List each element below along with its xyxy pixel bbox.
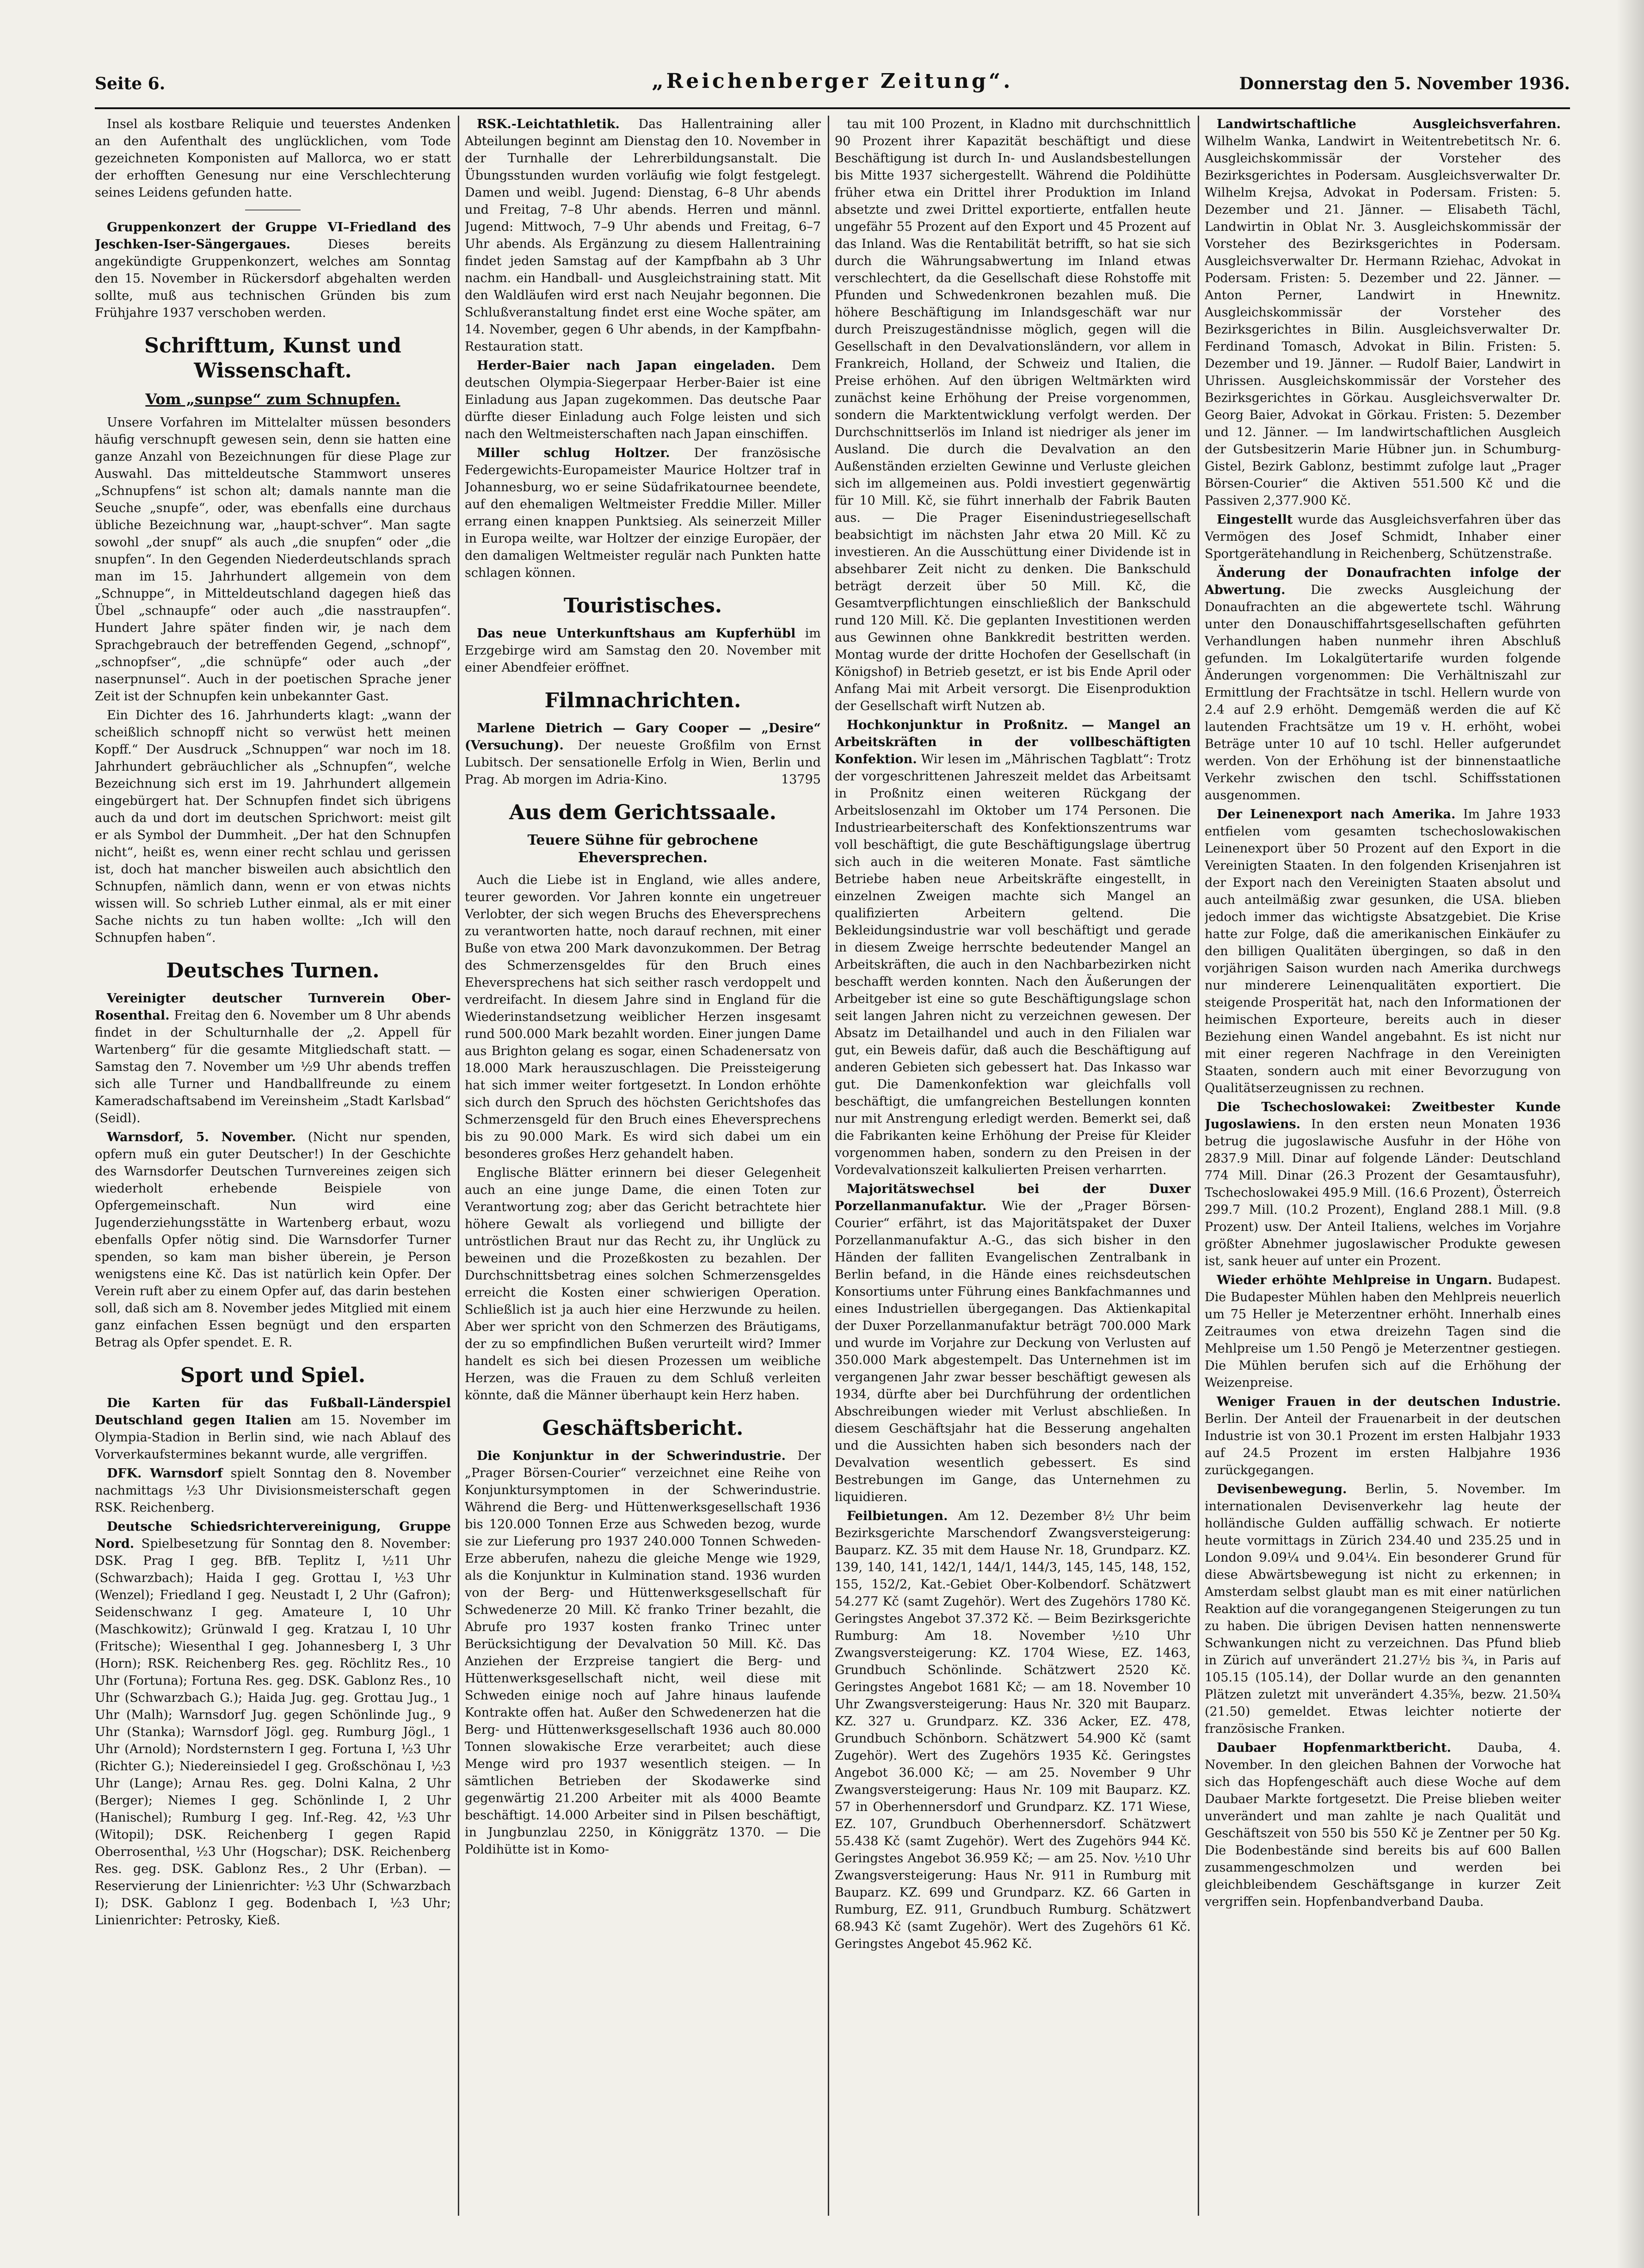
item-lead: Landwirtschaftliche Ausgleichsverfahren. [1217, 117, 1561, 131]
schedule-item [95, 1518, 451, 1929]
header-rule [95, 107, 1570, 109]
issue-date: Donnerstag den 5. November 1936. [1239, 74, 1570, 93]
turnverein-item [95, 990, 451, 1127]
item-lead: Hochkonjunktur in Proßnitz. — Mangel an Arbeitskräften in der vollbeschäftigten Konfektion. [835, 718, 1191, 766]
section-heading-sport: Sport und Spiel. [180, 1364, 366, 1387]
item-lead: DFK. Warnsdorf [107, 1466, 223, 1481]
item-lead: Die Konjunktur in der Schwerindustrie. [477, 1449, 786, 1463]
item-text: Budapest. Die Budapester Mühlen haben den Mehlpreis neuerlich um 75 Heller je Meterzentner erhöht. Innerhalb eines Zeitraumes von etwa dreizehn Tagen sind die Mehlpreise um 1.50 Pengö je Meterzentner gestiegen. Die Mühlen berufen sich auf die Erhöhung der Weizenpreise. [1205, 1273, 1561, 1390]
item-text: Berlin. Der Anteil der Frauenarbeit in der deutschen Industrie ist von 30.1 Prozent im ersten Halbjahr 1933 auf 24.5 Prozent im ersten Halbjahre 1936 zurückgegangen. [1205, 1412, 1561, 1477]
page-header [95, 69, 1570, 106]
item-text: Berlin, 5. November. Im internationalen Devisenverkehr lag heute der holländische Gulden auffällig schwach. Er notierte heute vormittags in Zürich 234.40 und 235.25 und in London 9.09¼ und 9.04¼. Ein besonderer Grund für diese Abwärtsbewegung ist nicht zu erkennen; in Amsterdam selbst glaubt man es mit einer natürlichen Reaktion auf die vorangegangenen Steigerungen zu tun zu haben. Die übrigen Devisen hatten nennenswerte Schwankungen nicht zu verzeichnen. Das Pfund blieb in Zürich auf unverändert 21.27½ bis ¾, in Paris auf 105.15 (105.14), der Dollar wurde an den genannten Plätzen zuletzt mit unverändert 4.35⁵⁄₈, bezw. 21.50¾ (21.50) gemeldet. Etwas leichter notierte der französische Franken. [1205, 1482, 1561, 1736]
item-lead: Devisenbewegung. [1217, 1482, 1347, 1496]
item-lead: Weniger Frauen in der deutschen Industrie. [1217, 1395, 1561, 1409]
warnsdorf-item [95, 1129, 451, 1351]
article-title-schnupfen: Vom „sunpse“ zum Schnupfen. [145, 390, 400, 408]
ad-code: 13795 [781, 772, 821, 787]
intro-text: Insel als kostbare Reliquie und teuerstes Andenken an den Aufenthalt des unglücklichen, vom Tode gezeichneten Komponisten auf Mallorca, wo er statt der erhofften Genesung nur eine Verschlechterung seines Leidens gefunden hatte. [95, 117, 451, 200]
article-paragraph: Unsere Vorfahren im Mittelalter müssen besonders häufig verschnupft gewesen sein, denn sie hatten eine ganze Anzahl von Bezeichnungen für diese Plage zur Auswahl. Das mitteldeutsche Stammwort unseres „Schnupfens“ ist schon alt; damals nannte man die Seuche „snupfe“, oder, was ebenfalls eine durchaus übliche Bezeichnung war, „haupt-schver“. Man sagte sowohl „der snupf“ als auch „die snupfen“ oder „die snupfen“. In den Gegenden Niederdeutschlands sprach man im 15. Jahrhundert allgemein von dem „Schnuppe“, in Mitteldeutschland dagegen hieß das Übel „schnaupfe“ oder auch „die nasstraupfen“. Hundert Jahre später finden wir, je nach dem Sprachgebrauch der betreffenden Gegend, „schnopf“, „schnopfser“, „die schnüpfe“ oder auch „der naserpnunsel“. Auch in der poetischen Sprache jener Zeit ist der Schnupfen kein unbekannter Gast. [95, 415, 451, 704]
leinen-item [1205, 806, 1561, 1097]
item-lead: Vereinigter deutscher Turnverein Ober-Rosenthal. [95, 991, 451, 1023]
section-heading-touristisches: Touristisches. [563, 594, 722, 618]
item-text: Wilhelm Wanka, Landwirt in Weitentrebetitsch Nr. 6. Ausgleichskommissär der Vorsteher des Bezirksgerichtes in Podersam. Ausgleichsverwalter Dr. Wilhelm Krejsa, Advokat in Podersam. Fristen: 5. Dezember und 21. Jänner. — Elisabeth Tächl, Landwirtin in Oblat Nr. 3. Ausgleichskommissär der Vorsteher des Bezirksgerichtes in Podersam. Ausgleichsverwalter Dr. Hermann Rziehac, Advokat in Podersam. Fristen: 5. Dezember und 22. Jänner. — Anton Perner, Landwirt in Hnewnitz. Ausgleichskommissär der Vorsteher des Bezirksgerichtes in Bilin. Ausgleichsverwalter Dr. Ferdinand Tomasch, Advokat in Bilin. Fristen: 5. Dezember und 19. Jänner. — Rudolf Baier, Landwirt in Uhrissen. Ausgleichskommissär der Vorsteher des Bezirksgerichtes in Görkau. Ausgleichsverwalter Dr. Georg Baier, Advokat in Görkau. Fristen: 5. Dezember und 12. Jänner. — Im landwirtschaftlichen Ausgleich der Gutsbesitzerin Marie Hübner jun. in Schumburg-Gistel, Bezirk Gablonz, bestimmt zufolge laut „Prager Börsen-Courier“ die Aktiven 551.500 Kč und die Passiven 2,377.900 Kč. [1205, 134, 1561, 508]
item-lead: Miller schlug Holtzer. [477, 446, 670, 460]
mehlpreise-item [1205, 1272, 1561, 1391]
rsk-item [465, 116, 821, 355]
newspaper-title: „Reichenberger Zeitung“. [652, 69, 1013, 93]
item-text: Der „Prager Börsen-Courier“ verzeichnet eine Reihe von Konjunktursymptomen in der Schwerindustrie. Während die Berg- und Hüttenwerksgesellschaft 1936 bis 120.000 Tonnen Erze aus Schweden bezog, wurde sie zur Lieferung pro 1937 240.000 Tonnen Schweden-Erze abberufen, nahezu die gleiche Menge wie 1929, als die Konjunktur in Kulmination stand. 1936 wurden von der Berg- und Hüttenwerksgesellschaft für Schwedenerze 20 Mill. Kč franko Triner bezahlt, die Abrufe pro 1937 kosten franko Trinec unter Berücksichtigung der Devalvation 50 Mill. Kč. Das Anziehen der Erzpreise tangiert die Berg- und Hüttenwerksgesellschaft nicht, weil diese mit Schweden einige noch auf Jahre hinaus laufende Kontrakte offen hat. Außer den Schwedenerzen hat die Berg- und Hüttenwerksgesellschaft 1936 auch 80.000 Tonnen slowakische Erze verarbeitet; auch diese Menge wird pro 1937 wesentlich steigen. — In sämtlichen Betrieben der Skodawerke sind gegenwärtig 21.200 Arbeiter mit als 4000 Beamte beschäftigt. 14.000 Arbeiter sind in Pilsen beschäftigt, in Jungbunzlau 2250, in Königgrätz 1370. — Die Poldihütte ist in Komo- [465, 1449, 821, 1857]
item-text: Der französische Federgewichts-Europameister Maurice Holtzer traf in Johannesburg, wo er seine Südafrikatournee beendete, auf den ehemaligen Weltmeister Freddie Miller. Miller errang einen knappen Punktsieg. Als seinerzeit Miller in Europa weilte, war Holtzer der einzige Europäer, der den damaligen Weltmeister regulär nach Punkten hatte schlagen können. [465, 446, 821, 580]
devisen-item [1205, 1481, 1561, 1737]
page-number: Seite 6. [95, 74, 166, 93]
item-lead: Daubaer Hopfenmarktbericht. [1217, 1741, 1451, 1755]
tour-item [465, 625, 821, 676]
prossnitz-item [835, 717, 1191, 1179]
section-heading-gericht: Aus dem Gerichtssaale. [509, 801, 776, 824]
item-lead: Wieder erhöhte Mehlpreise in Ungarn. [1217, 1273, 1492, 1287]
eingestellt-item [1205, 511, 1561, 562]
item-text: Wie der „Prager Börsen-Courier“ erfährt, ist das Majoritätspaket der Duxer Porzellanmanufaktur A.-G., das sich bisher in den Händen der falliten Evangelischen Zentralbank in Berlin befand, in die Hände eines reichsdeutschen Konsortiums unter Führung eines Bankfachmannes und eines Industriellen übergegangen. Das Aktienkapital der Duxer Porzellanmanufaktur beträgt 700.000 Mark und wurde im Vorjahre zur Deckung von Verlusten auf 350.000 Mark abgestempelt. Das Unternehmen ist im vergangenen Jahr zwar besser beschäftigt gewesen als 1934, dürfte aber bei Durchführung der ordentlichen Abschreibungen wieder mit Verlust abschließen. In diesem Geschäftsjahr hat die Besserung angehalten und die Aussichten haben sich besonders nach der Devalvation wesentlich gebessert. Es sind Bestrebungen im Gange, das Unternehmen zu liquidieren. [835, 1199, 1191, 1504]
article-paragraph: Ein Dichter des 16. Jahrhunderts klagt: „wann der scheißlich schnopff nicht so verwüst hett meinen Kopff.“ Der Ausdruck „Schnuppen“ war noch im 18. Jahrhundert gebräuchlicher als „Schnupfen“, welche Bezeichnung sich erst im 19. Jahrhundert allgemein eingebürgert hat. Der Schnupfen findet sich übrigens auch da und dort im deutschen Sprichwort: meist gilt er als Symbol der Dummheit. „Der hat den Schnupfen nicht“, heißt es, wenn einer recht schlau und gerissen ist, doch hat mancher bisweilen auch absichtlich den Schnupfen, nämlich dann, wenn er von etwas nichts wissen will. So schrieb Luther einmal, als er mit einer Sache nichts zu tun haben wollte: „Ich will den Schnupfen haben“. [95, 708, 451, 945]
herder-item [465, 357, 821, 443]
item-text: Am 12. Dezember 8½ Uhr beim Bezirksgerichte Marschendorf Zwangsversteigerung: Bauparz. KZ. 35 mit dem Hause Nr. 18, Grundparz. KZ. 139, 140, 141, 142/1, 144/1, 144/3, 145, 145, 148, 152, 155, 152/2, Kat.-Gebiet Ober-Kolbendorf. Schätzwert 54.277 Kč (samt Zugehör). Wert des Zugehörs 1780 Kč. Geringstes Angebot 37.372 Kč. — Beim Bezirksgerichte Rumburg: Am 18. November ½10 Uhr Zwangsversteigerung: KZ. 1704 Wiese, EZ. 1463, Grundbuch Schönlinde. Schätzwert 2520 Kč. Geringstes Angebot 1681 Kč; — am 18. November 10 Uhr Zwangsversteigerung: Haus Nr. 320 mit Bauparz. KZ. 327 u. Grundparz. KZ. 336 Acker, EZ. 478, Grundbuch Schönborn. Schätzwert 54.900 Kč (samt Zugehör). Wert des Zugehörs 1935 Kč. Geringstes Angebot 36.000 Kč; — am 25. November 9 Uhr Zwangsversteigerung: Haus Nr. 109 mit Bauparz. KZ. 57 in Oberhennersdorf und Grundparz. KZ. 171 Wiese, EZ. 107, Grundbuch Oberhennersdorf. Schätzwert 55.438 Kč (samt Zugehör). Wert des Zugehörs 944 Kč. Geringstes Angebot 36.959 Kč; — am 25. Nov. ½10 Uhr Zwangsversteigerung: Haus Nr. 911 in Rumburg mit Bauparz. KZ. 699 und Grundparz. KZ. 66 Garten in Rumburg, EZ. 911, Grundbuch Rumburg. Schätzwert 68.943 Kč (samt Zugehör). Wert des Zugehörs 61 Kč. Geringstes Angebot 45.962 Kč. [835, 1509, 1191, 1951]
sport-item [95, 1395, 451, 1463]
item-text: am 15. November im Olympia-Stadion in Berlin sind, wie nach Ablauf des Vorverkaufstermines bekannt wurde, alle vergriffen. [95, 1413, 451, 1462]
ausgleich-item [1205, 116, 1561, 509]
item-text: In den ersten neun Monaten 1936 betrug die jugoslawische Ausfuhr in der Höhe von 2837.9 Mill. Dinar auf folgende Länder: Deutschland 774 Mill. Dinar (26.3 Prozent der Gesamtausfuhr), Tschechoslowakei 495.9 Mill. (16.6 Prozent), Österreich 299.7 Mill. (10.2 Prozent), England 288.1 Mill. (9.8 Prozent) usw. Der Anteil Italiens, welches im Vorjahre größter Abnehmer jugoslawischer Produkte gewesen ist, sank heuer auf unter ein Prozent. [1205, 1117, 1561, 1268]
item-lead: Gruppenkonzert der Gruppe VI–Friedland des Jeschken-Iser-Sängergaues. [95, 220, 451, 252]
item-lead: Die Tschechoslowakei: Zweitbester Kunde Jugoslawiens. [1205, 1100, 1561, 1131]
item-lead: Das neue Unterkunftshaus am Kupferhübl [477, 626, 796, 641]
item-lead: Marlene Dietrich — Gary Cooper — „Desire“ (Versuchung). [465, 721, 821, 753]
hopfen-item [1205, 1739, 1561, 1910]
item-text: Spielbesetzung für Sonntag den 8. November: DSK. Prag I geg. BfB. Teplitz I, ½11 Uhr (Schwarzbach); Haida I geg. Grottau I, ½3 Uhr (Wenzel); Friedland I geg. Neustadt I, 2 Uhr (Gafron); Seidenschwanz I geg. Amateure I, 10 Uhr (Maschkowitz); Grünwald I geg. Kratzau I, 10 Uhr (Fritsche); Wiesenthal I geg. Johannesberg I, 3 Uhr (Horn); RSK. Reichenberg Res. geg. Röchlitz Res., 10 Uhr (Fortuna); Fortuna Res. geg. DSK. Gablonz Res., 10 Uhr (Schwarzbach G.); Haida Jug. geg. Grottau Jug., 1 Uhr (Malh); Warnsdorf Jug. gegen Schönlinde Jug., 9 Uhr (Stanka); Warnsdorf Jögl. geg. Rumburg Jögl., 1 Uhr (Arnold); Nordsternstern I geg. Fortuna I, ½3 Uhr (Richter G.); Niedereinsiedel I geg. Großschönau I, ½3 Uhr (Lange); Arnau Res. geg. Dolni Kalna, 2 Uhr (Berger); Niemes I geg. Schönlinde I, 2 Uhr (Hanischel); Rumburg I geg. Inf.-Reg. 42, ½3 Uhr (Witopil); DSK. Reichenberg I gegen Rapid Oberrosenthal, ½3 Uhr (Hogschar); DSK. Reichenberg Res. geg. DSK. Gablonz Res., 2 Uhr (Erban). — Reservierung der Linienrichter: ½3 Uhr (Schwarzbach I); DSK. Gablonz I geg. Bodenbach I, ½3 Uhr; Linienrichter: Petrosky, Kieß. [95, 1537, 451, 1928]
signature: E. R. [262, 1335, 293, 1350]
column-3 [835, 116, 1191, 2225]
item-lead: Majoritätswechsel bei der Duxer Porzellanmanufaktur. [835, 1182, 1191, 1213]
jugoslawien-item [1205, 1099, 1561, 1270]
article-paragraph: tau mit 100 Prozent, in Kladno mit durchschnittlich 90 Prozent ihrer Kapazität beschäftigt und diese Beschäftigung ist durch In- und Auslandsbestellungen bis Mitte 1937 sichergestellt. Während die Poldihütte früher etwa ein Drittel ihrer Produktion im Inland absetzte und zwei Drittel exportierte, entfallen heute ungefähr 55 Prozent auf den Export und 45 Prozent auf das Inland. Was die Rentabilität betrifft, so hat sie sich durch die Währungsabwertung im Inland etwas verschlechtert, da die Gesellschaft diese Rohstoffe mit Pfunden und Schwedenkronen bezahlen muß. Die höhere Beschäftigung im Inlandsgeschäft war nur durch Preiszugeständnisse möglich, gegen will die Gesellschaft in den Devalvationsländern, vor allem in Frankreich, Holland, der Schweiz und Italien, die Preise erhöhen. Auf den übrigen Weltmärkten wird zunächst keine Erhöhung der Preise vorgenommen, sondern die Marktentwicklung verfolgt werden. Der Durchschnittserlös im Inland ist niedriger als jener im Ausland. Die durch die Devalvation an den Außenständen erzielten Gewinne und Verluste gleichen sich im allgemeinen aus. Poldi investiert gegenwärtig für 10 Mill. Kč, sie führt innerhalb der Fabrik Bauten aus. — Die Prager Eisenindustriegesellschaft beabsichtigt im nächsten Jahr etwa 20 Mill. Kč zu investieren. An die Ausschüttung einer Dividende ist in absehbarer Zeit nicht zu denken. Die Bankschuld beträgt derzeit über 50 Mill. Kč, die Gesamtverpflichtungen einschließlich der Bankschuld rund 120 Mill. Kč. Die geplanten Investitionen werden aus Gewinnen ohne Bankkredit bestritten werden. Montag wurde der dritte Hochofen der Gesellschaft (in Königshof) in Betrieb gesetzt, er ist bis Ende April oder Anfang Mai mit Arbeit versorgt. Die Eisenproduktion der Gesellschaft wirft Nutzen ab. [835, 117, 1191, 713]
item-text: Im Jahre 1933 entfielen vom gesamten tschechoslowakischen Leinenexport über 50 Prozent auf den Export in die Vereinigten Staaten. In den folgenden Krisenjahren ist der Export nach den Vereinigten Staaten absolut und auch anteilmäßig zwar gesunken, die USA. blieben jedoch immer das wichtigste Absatzgebiet. Die Krise hatte zur Folge, daß die amerikanischen Einkäufer zu den billigen Qualitäten übergingen, so daß in den vorjährigen Saison wurden nach Amerika durchwegs nur minderere Leinenqualitäten exportiert. Die steigende Prosperität hat, nach den Informationen der heimischen Exporteure, bereits auch in dieser Beziehung einen Wandel angebahnt. Es ist nicht nur mit einer regeren Nachfrage in den Vereinigten Staaten, sondern auch mit einer Bevorzugung von Qualitätserzeugnissen zu rechnen. [1205, 807, 1561, 1095]
item-lead: Die Karten für das Fußball-Länderspiel Deutschland gegen Italien [95, 1396, 451, 1428]
item-text: im Erzgebirge wird am Samstag den 20. November mit einer Abendfeier eröffnet. [465, 626, 821, 675]
column-4 [1205, 116, 1561, 2225]
item-lead: Änderung der Donaufrachten infolge der Abwertung. [1205, 566, 1561, 597]
frauen-item [1205, 1393, 1561, 1479]
article-paragraph: Auch die Liebe ist in England, wie alles andere, teurer geworden. Vor Jahren konnte ein ungetreuer Verlobter, der sich wegen Bruchs des Eheversprechens zu verantworten hatte, noch darauf rechnen, mit einer Buße von etwa 200 Mark davonzukommen. Der Betrag des Schmerzensgeldes für den Bruch eines Eheversprechens hat sich seither rasch verdoppelt und verdreifacht. In diesem Jahre sind in England für die Wiederinstandsetzung weiblicher Herzen insgesamt rund 500.000 Mark bezahlt worden. Einer jungen Dame aus Brighton gelang es sogar, einen Schadenersatz von 18.000 Mark herauszuschlagen. Die Preissteigerung hat sich immer weiter fortgesetzt. In London erhöhte sich durch den Spruch des höchsten Gerichtshofes das Schmerzensgeld für den Bruch eines Eheversprechens bis zu 90.000 Mark. Es wird sich dabei um ein besonderes großes Herz gehandelt haben. [465, 873, 821, 1161]
article-title-suehne: Teuere Sühne für gebrochene Eheversprechen. [527, 832, 758, 866]
item-lead: Warnsdorf, 5. November. [107, 1130, 296, 1144]
item-text: Der neueste Großfilm von Ernst Lubitsch. Der sensationelle Erfolg in Wien, Berlin und Prag. Ab morgen im Adria-Kino. [465, 738, 821, 787]
miller-item [465, 445, 821, 581]
item-lead: Deutsche Schiedsrichtervereinigung, Gruppe Nord. [95, 1520, 451, 1551]
article-paragraph: Englische Blätter erinnern bei dieser Gelegenheit auch an eine junge Dame, die einen Toten zur Verantwortung zog; aber das Gericht betrachtete hier höhere Gewalt als vorliegend und billigte der untröstlichen Braut nur das Recht zu, ihr Unglück zu beweinen und die Prozeßkosten zu bezahlen. Der Durchschnittsbetrag eines solchen Schmerzensgeldes erreicht die Kosten einer schwierigen Operation. Schließlich ist ja auch hier eine Herzwunde zu heilen. Aber wer spricht von den Schmerzen des Bräutigams, der zu so empfindlichen Bußen verurteilt wird? Immer handelt es sich bei diesen Prozessen um weibliche Herzen, was die Frauen zu dem Schluß verleiten könnte, daß die Männer überhaupt kein Herz haben. [465, 1166, 821, 1403]
column-2 [465, 116, 821, 2225]
item-text: Dem deutschen Olympia-Siegerpaar Herber-Baier ist eine Einladung aus Japan zugekommen. Das deutsche Paar dürfte dieser Einladung auch Folge leisten und sich nach den Weltmeisterschaften nach Japan einschiffen. [465, 358, 821, 441]
item-text: Dieses bereits angekündigte Gruppenkonzert, welches am Sonntag den 15. November in Rückersdorf abgehalten werden sollte, muß aus technischen Gründen bis zum Frühjahre 1937 verschoben werden. [95, 237, 451, 320]
item-text: Das Hallentraining aller Abteilungen beginnt am Dienstag den 10. November in der Turnhalle der Lehrerbildungsanstalt. Die Übungsstunden wurden vorläufig wie folgt festgelegt. Damen und weibl. Jugend: Dienstag, 6–8 Uhr abends und Freitag, 7–8 Uhr abends. Herren und männl. Jugend: Mittwoch, 7–9 Uhr abends und Freitag, 6–7 Uhr abends. Als Ergänzung zu diesem Hallentraining findet jeden Samstag auf der Kampfbahn ab 3 Uhr nachm. ein Handball- und Ausgleichstraining statt. Mit den Waldläufen wird erst nach Neujahr begonnen. Die Schlußveranstaltung findet erst eine Woche später, am 14. November, gegen 6 Uhr abends, in der Kampfbahn-Restauration statt. [465, 117, 821, 354]
item-lead: Eingestellt [1217, 513, 1293, 527]
feilbietungen-item [835, 1508, 1191, 1953]
item-lead: RSK.-Leichtathletik. [477, 117, 620, 131]
item-text: Freitag den 6. November um 8 Uhr abends findet in der Schulturnhalle der „2. Appell für Wartenberg“ für die gesamte Mitgliedschaft statt. — Samstag den 7. November um ½9 Uhr abends treffen sich alle Turner und Handballfreunde zu einem Kameradschaftsabend im Vereinsheim „Stadt Karlsbad“ (Seidl). [95, 1008, 451, 1125]
section-heading-geschaeft: Geschäftsbericht. [542, 1416, 744, 1440]
item-text: (Nicht nur spenden, opfern muß ein guter Deutscher!) In der Geschichte des Warnsdorfer Deutschen Turnvereines zeigen sich wiederholt erhebende Beispiele von Opfergemeinschaft. Nun wird eine Jugenderziehungsstätte in Wartenberg erbaut, wozu ebenfalls Opfer nötig sind. Die Warnsdorfer Turner spenden, so kam man bisher überein, je Person wenigstens eine Kč. Das ist natürlich kein Opfer. Der Verein ruft aber zu einem Opfer auf, das darin bestehen soll, daß sich am 8. November jedes Mitglied mit einem ganz einfachen Essen begnügt und den ersparten Betrag als Opfer spendet. [95, 1130, 451, 1350]
page-edge-shadow [1616, 0, 1644, 2268]
item-lead: Der Leinenexport nach Amerika. [1217, 807, 1456, 822]
section-heading-turnen: Deutsches Turnen. [166, 959, 380, 983]
donau-item [1205, 564, 1561, 804]
item-text: wurde das Ausgleichsverfahren über das Vermögen des Josef Schmidt, Inhaber einer Sportgerätehandlung in Reichenberg, Schützenstraße. [1205, 513, 1561, 561]
item-text: Wir lesen im „Mährischen Tagblatt“: Trotz der vorgeschrittenen Jahreszeit meldet das Arbeitsamt in Proßnitz einen weiteren Rückgang der Arbeitslosenzahl im Oktober um 174 Personen. Die Industriearbeiterschaft des Konfektionszentrums war voll beschäftigt, die gute Beschäftigungslage übertrug sich auch in die weiteren Monate. Fast sämtliche Betriebe haben neue Arbeitskräfte eingestellt, in einzelnen Zweigen machte sich Mangel an qualifizierten Arbeitern geltend. Die Bekleidungsindustrie war voll beschäftigt und gerade in diesem Zweige herrschte bedeutender Mangel an Arbeitskräften, die auch in den Nachbarbezirken nicht beschafft werden konnten. Nach den Äußerungen der Arbeitgeber ist eine so gute Beschäftigungslage schon seit langen Jahren nicht zu verzeichnen gewesen. Der Absatz im Detailhandel und auch in den Filialen war gut, ein Beweis dafür, daß auch die Beschäftigung auf anderen Gebieten sich gebessert hat. Das Inkasso war gut. Die Damenkonfektion war gleichfalls voll beschäftigt, die umfangreichen Bestellungen konnten nur mit Anstrengung erledigt werden. Bemerkt sei, daß die Fabrikanten keine Erhöhung der Preise für Kleider vorgenommen haben, sondern zu den Preisen in der Vordevalvationszeit kalkulierten Preisen verharrten. [835, 752, 1191, 1177]
column-rule [458, 116, 459, 2216]
dfk-item [95, 1465, 451, 1516]
item-text: Die zwecks Ausgleichung der Donaufrachten an die abgewertete tschl. Währung unter den Donauschiffahrtsgesellschaften geführten Verhandlungen haben nunmehr ihren Abschluß gefunden. Im Lokalgütertarife wurden folgende Änderungen vorgenommen: Die Verhältniszahl zur Ermittlung der Frachtsätze in tschl. Hellern wurde von 2.4 auf 2.9 erhöht. Demgemäß werden die auf Kč lautenden Frachtsätze um 19 v. H. erhöht, wobei Beträge unter 10 auf 10 tschl. Heller aufgerundet werden. Von der Erhöhung ist der binnenstaatliche Verkehr zwischen den tschl. Schiffsstationen ausgenommen. [1205, 583, 1561, 803]
column-1 [95, 116, 451, 2225]
signature: Hopfenbandverband Dauba. [1305, 1895, 1484, 1909]
section-heading-film: Filmnachrichten. [544, 689, 741, 712]
film-item [465, 720, 821, 788]
duxer-item [835, 1180, 1191, 1506]
item-text: Dauba, 4. November. In den gleichen Bahnen der Vorwoche hat sich das Hopfengeschäft auch diese Woche auf dem Daubaer Markte fortgesetzt. Die Preise blieben weiter unverändert und man zahlte je nach Qualität und Geschäftszeit von 550 bis 550 Kč je Zentner per 50 Kg. Die Bodenbestände sind bereits bis auf 600 Ballen zusammengeschmolzen und werden bei gleichbleibendem Geschäftsgange in kurzer Zeit vergriffen sein. [1205, 1741, 1561, 1909]
column-rule [828, 116, 829, 2216]
item-lead: Herder-Baier nach Japan eingeladen. [477, 358, 776, 373]
item-lead: Feilbietungen. [847, 1509, 948, 1523]
concert-item [95, 219, 451, 321]
item-text: spielt Sonntag den 8. November nachmittags ½3 Uhr Divisionsmeisterschaft gegen RSK. Reichenberg. [95, 1466, 451, 1515]
konjunktur-item [465, 1447, 821, 1858]
section-heading-schrifttum: Schrifttum, Kunst und Wissenschaft. [144, 334, 401, 383]
column-rule [1198, 116, 1199, 2216]
